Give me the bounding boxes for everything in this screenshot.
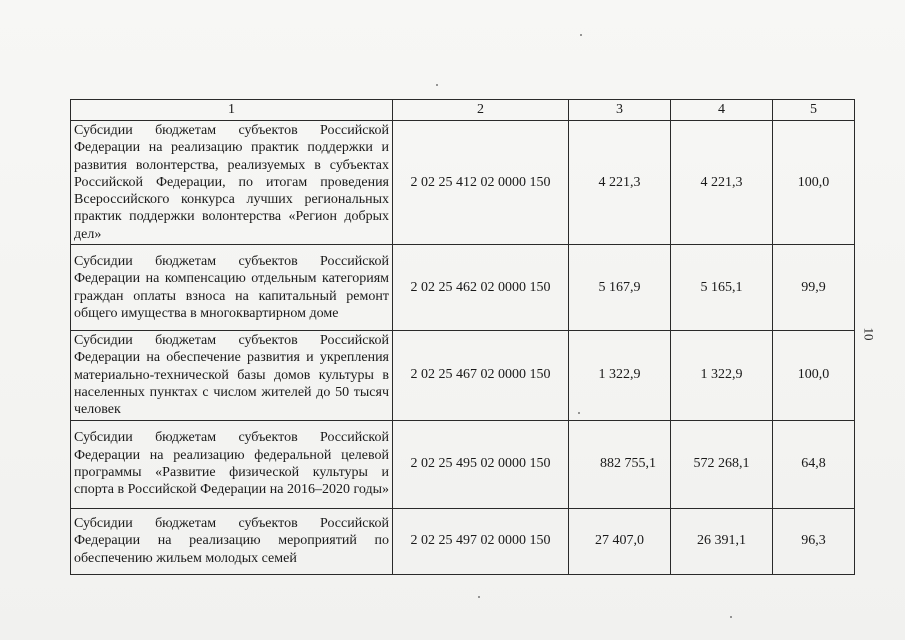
header-row (71, 100, 855, 121)
row-value-3: 27 407,0 (569, 508, 671, 574)
scan-speck (436, 84, 438, 86)
budget-table (70, 99, 855, 575)
row-value-5: 100,0 (773, 121, 855, 245)
page-number: 10 (861, 327, 877, 341)
table-row (71, 420, 855, 508)
row-value-4: 26 391,1 (671, 508, 773, 574)
row-value-5: 99,9 (773, 245, 855, 331)
table-row (71, 331, 855, 420)
row-description: Субсидии бюджетам субъектов Российской Федерации на компенсацию отдельным категориям граждан оплаты взноса на капитальный ремонт общего имущества в многоквартирном доме (71, 245, 393, 331)
row-code: 2 02 25 462 02 0000 150 (393, 245, 569, 331)
row-value-3: 1 322,9 (569, 331, 671, 420)
header-col-3: 3 (569, 100, 671, 121)
row-code: 2 02 25 412 02 0000 150 (393, 121, 569, 245)
row-value-5: 96,3 (773, 508, 855, 574)
header-col-4: 4 (671, 100, 773, 121)
scan-speck (578, 412, 580, 414)
table-row (71, 245, 855, 331)
table-row (71, 121, 855, 245)
row-description: Субсидии бюджетам субъектов Российской Федерации на реализацию практик поддержки и развития волонтерства, реализуемых в субъектах Российской Федерации, по итогам проведения Всероссийского конкурса лучших региональных практик поддержки волонтерства «Регион добрых дел» (71, 121, 393, 245)
table-row (71, 508, 855, 574)
row-code: 2 02 25 495 02 0000 150 (393, 420, 569, 508)
header-col-1: 1 (71, 100, 393, 121)
row-code: 2 02 25 467 02 0000 150 (393, 331, 569, 420)
row-description: Субсидии бюджетам субъектов Российской Федерации на реализацию мероприятий по обеспечению жильем молодых семей (71, 508, 393, 574)
row-value-4: 572 268,1 (671, 420, 773, 508)
row-value-5: 100,0 (773, 331, 855, 420)
row-code: 2 02 25 497 02 0000 150 (393, 508, 569, 574)
scan-speck (730, 616, 732, 618)
row-value-3: 882 755,1 (569, 420, 671, 508)
row-description: Субсидии бюджетам субъектов Российской Федерации на обеспечение развития и укрепления материально-технической базы домов культуры в населенных пунктах с числом жителей до 50 тысяч человек (71, 331, 393, 420)
row-value-3: 4 221,3 (569, 121, 671, 245)
scan-speck (580, 34, 582, 36)
row-value-3: 5 167,9 (569, 245, 671, 331)
row-description: Субсидии бюджетам субъектов Российской Федерации на реализацию федеральной целевой программы «Развитие физической культуры и спорта в Российской Федерации на 2016–2020 годы» (71, 420, 393, 508)
row-value-4: 5 165,1 (671, 245, 773, 331)
header-col-2: 2 (393, 100, 569, 121)
row-value-5: 64,8 (773, 420, 855, 508)
header-col-5: 5 (773, 100, 855, 121)
row-value-4: 4 221,3 (671, 121, 773, 245)
row-value-4: 1 322,9 (671, 331, 773, 420)
scan-speck (478, 596, 480, 598)
